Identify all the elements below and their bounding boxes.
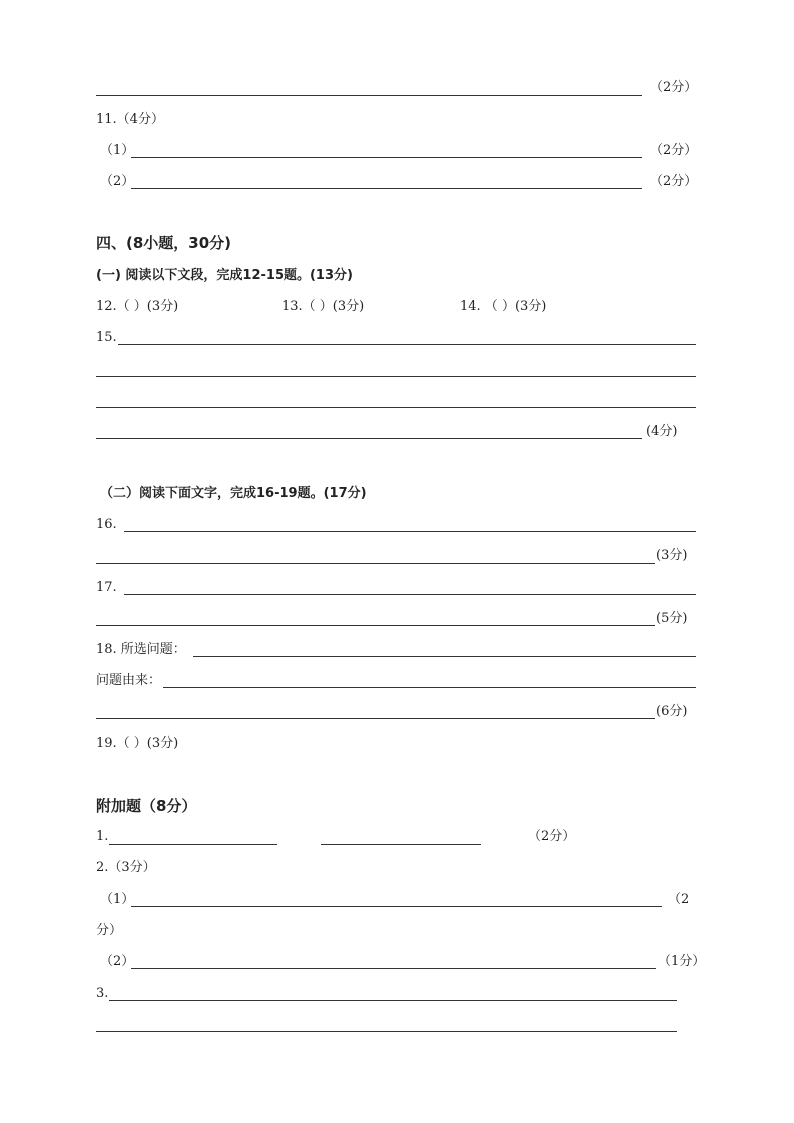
extra-q3-label: 3. <box>96 986 109 1001</box>
extra-q2-2-label: （2） <box>100 954 135 969</box>
answer-line-extra-q1-b[interactable] <box>321 844 481 845</box>
answer-line-q16-1[interactable] <box>124 531 696 532</box>
q11-1-score: （2分） <box>650 143 698 158</box>
answer-line-q15-1[interactable] <box>118 344 696 345</box>
answer-line-q17-2[interactable] <box>96 625 655 626</box>
answer-line-q16-2[interactable] <box>96 563 655 564</box>
answer-line-q18-question[interactable] <box>193 656 696 657</box>
answer-line-extra-q3-2[interactable] <box>96 1031 677 1032</box>
q11-2-label: （2） <box>100 174 135 189</box>
q12: 12.（ ）(3分) <box>96 299 179 314</box>
q18-label: 18. 所选问题： <box>96 642 186 657</box>
answer-line-q11-2[interactable] <box>131 188 642 189</box>
extra-q2-2-score: （1分） <box>658 954 706 969</box>
answer-line-extra-q2-1[interactable] <box>131 906 662 907</box>
answer-line-q10[interactable] <box>96 95 642 96</box>
q15-label: 15. <box>96 330 117 345</box>
q13: 13.（ ）(3分) <box>282 299 365 314</box>
q18-origin-label: 问题由来： <box>96 673 162 688</box>
answer-line-q15-3[interactable] <box>96 407 696 408</box>
q15-score: (4分) <box>646 424 678 439</box>
q17-score: (5分) <box>656 611 688 626</box>
answer-line-extra-q3-1[interactable] <box>109 1000 677 1001</box>
answer-line-q15-2[interactable] <box>96 376 696 377</box>
extra-q1-label: 1. <box>96 829 109 844</box>
extra-q2-1-score-b: 分） <box>96 923 123 938</box>
extra-q2-1-label: （1） <box>100 892 135 907</box>
q11-label: 11.（4分） <box>96 112 164 127</box>
section2-heading: （二）阅读下面文字，完成16-19题。(17分) <box>100 486 367 501</box>
q16-label: 16. <box>96 517 117 532</box>
extra-q2-label: 2.（3分） <box>96 860 156 875</box>
q19: 19.（ ）(3分) <box>96 736 179 751</box>
answer-line-q11-1[interactable] <box>131 157 642 158</box>
q10-score: （2分） <box>650 80 698 95</box>
q17-label: 17. <box>96 580 117 595</box>
answer-line-q15-4[interactable] <box>96 438 642 439</box>
q18-score: (6分) <box>656 704 688 719</box>
q16-score: (3分) <box>656 548 688 563</box>
answer-line-q17-1[interactable] <box>124 594 696 595</box>
q11-2-score: （2分） <box>650 174 698 189</box>
extra-q1-score: （2分） <box>528 829 576 844</box>
answer-line-q18-origin-1[interactable] <box>163 687 696 688</box>
part4-heading: 四、(8小题，30分) <box>96 234 232 252</box>
answer-line-extra-q2-2[interactable] <box>131 968 656 969</box>
answer-line-extra-q1-a[interactable] <box>109 844 277 845</box>
extra-heading: 附加题（8分） <box>96 797 197 815</box>
section1-heading: (一) 阅读以下文段，完成12-15题。(13分) <box>96 268 353 283</box>
answer-line-q18-origin-2[interactable] <box>96 718 655 719</box>
q11-1-label: （1） <box>100 143 135 158</box>
extra-q2-1-score-a: （2 <box>668 892 690 907</box>
q14: 14. （ ）(3分) <box>460 299 547 314</box>
